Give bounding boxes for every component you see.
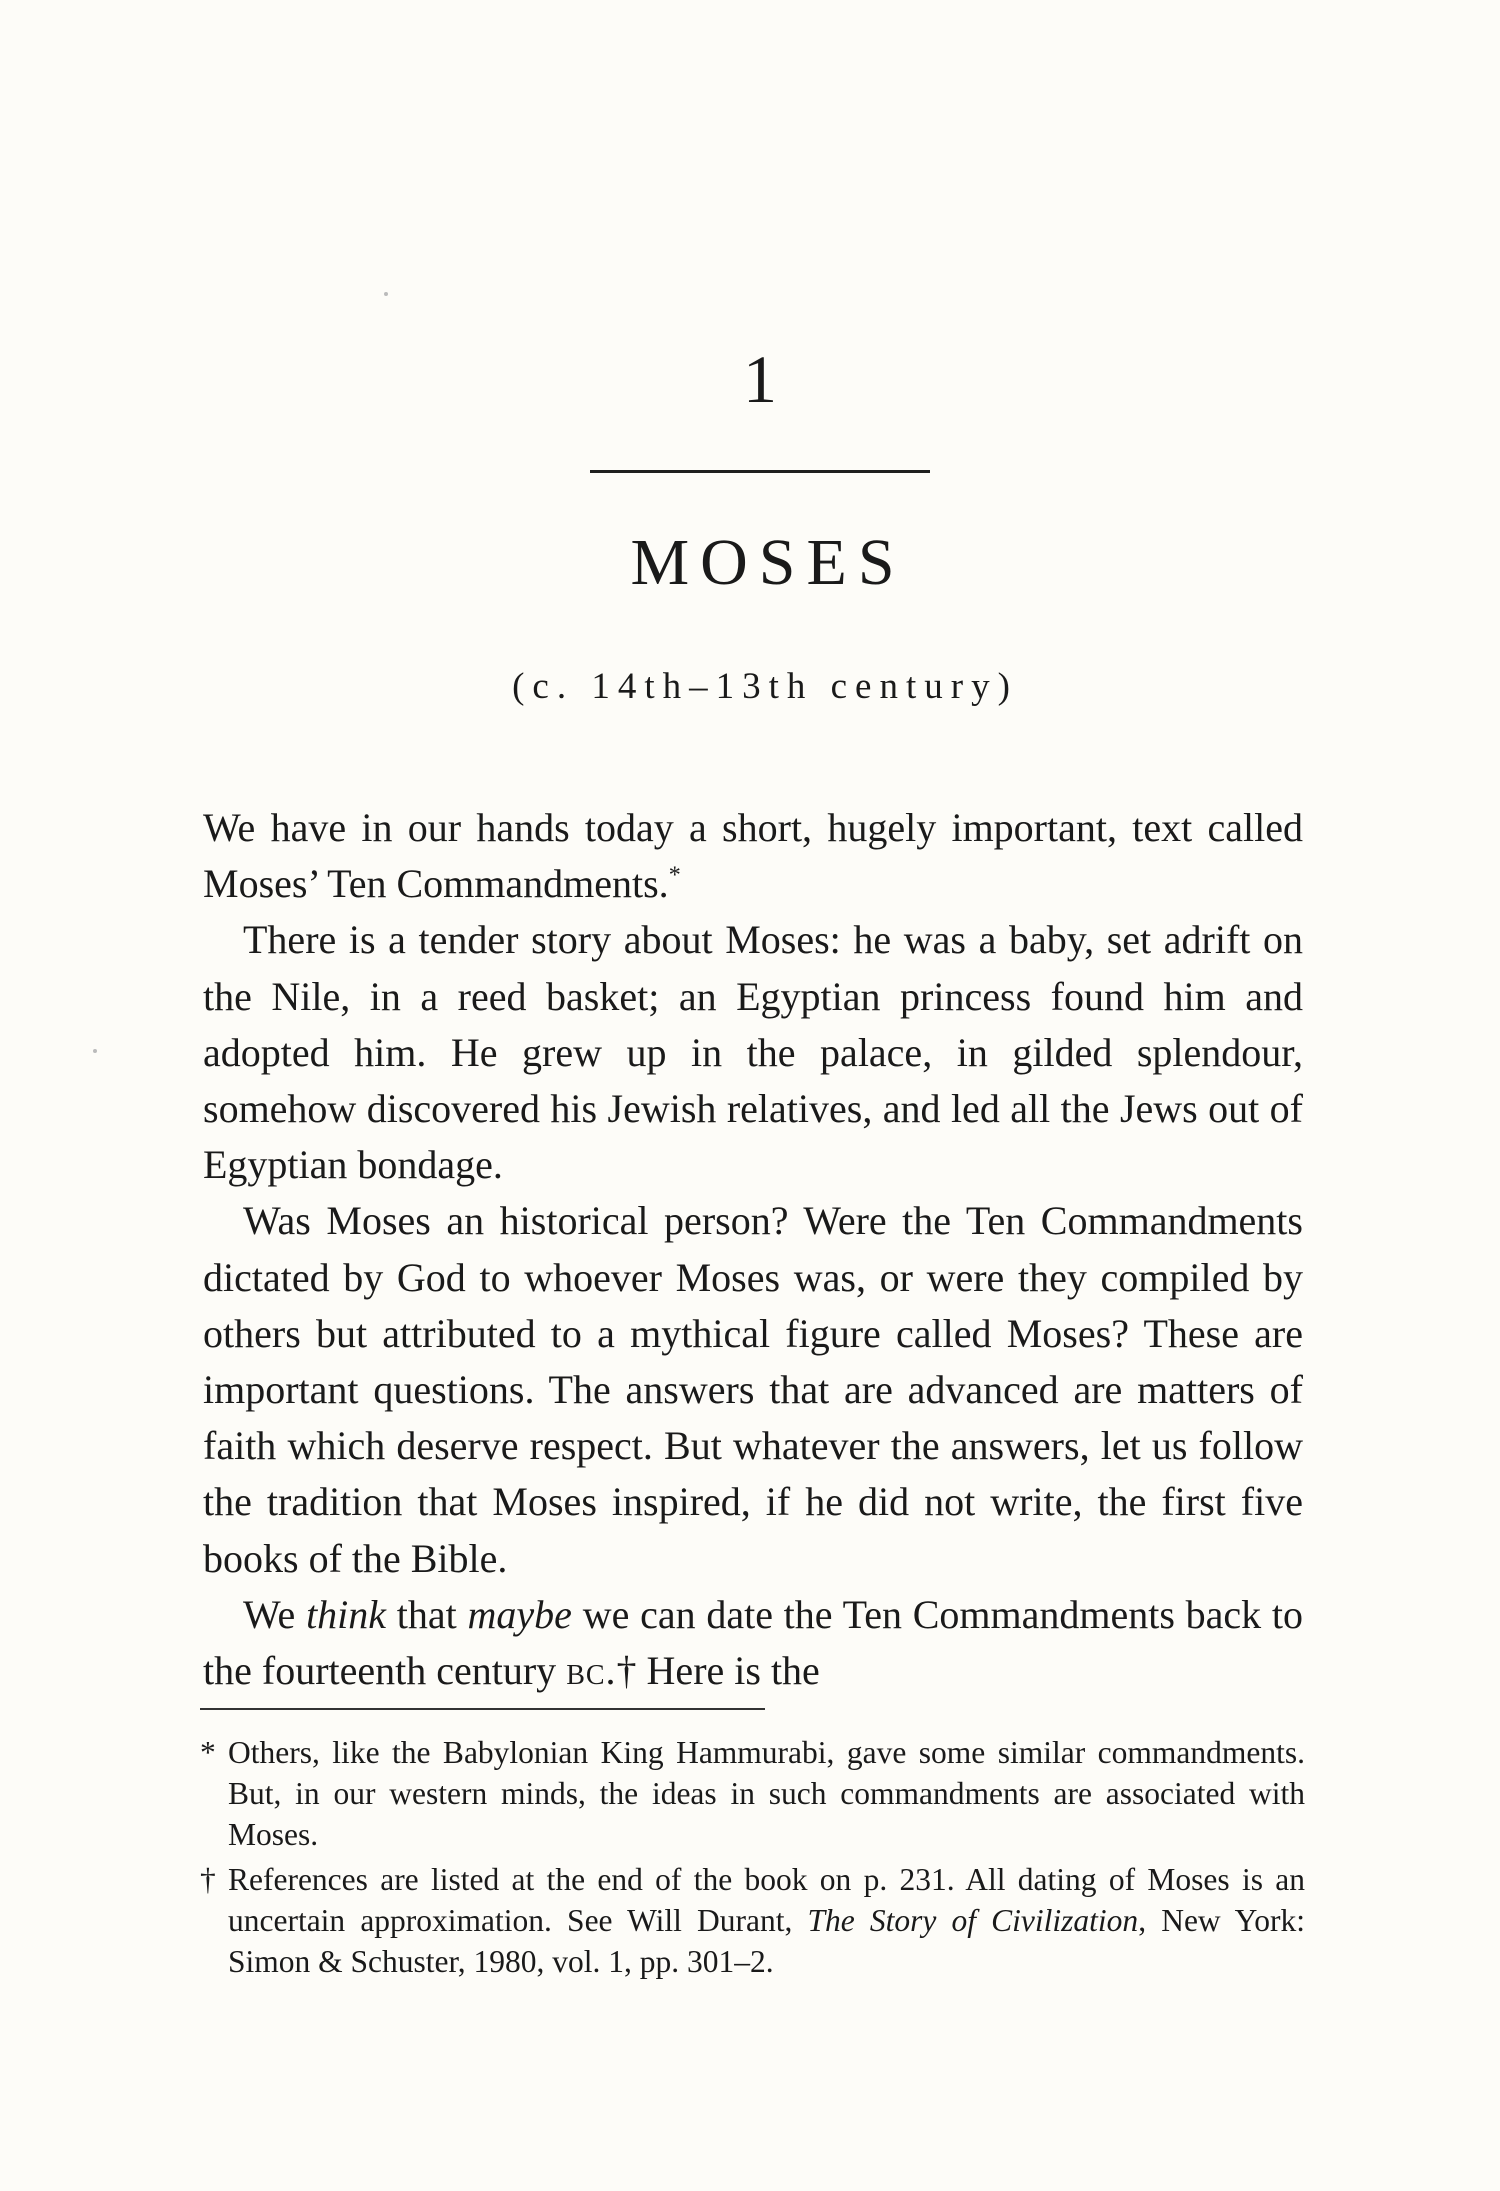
emphasis-maybe: maybe — [467, 1591, 572, 1637]
paragraph-4-text-a: We — [243, 1591, 296, 1637]
footnote-ref-asterisk[interactable]: * — [668, 862, 681, 889]
paragraph-2: There is a tender story about Moses: he was a baby, set adrift on the Nile, in a reed basket; an Egyptian princess found him and adopted him. He grew up in the palace, in gilded splendour, somehow discovered his Jewish relatives, and led all the Jews out of Egyptian bondage. — [203, 917, 1303, 1188]
footnote-rule — [200, 1708, 765, 1710]
paragraph-1-text: We have in our hands today a short, hugely important, text called Moses’ Ten Commandments. — [203, 805, 1303, 907]
paragraph-3: Was Moses an historical person? Were the Ten Commandments dictated by God to whoever Moses was, or were they compiled by others but attributed to a mythical figure called Moses? These are important questions. The answers that are advanced are matters of faith which deserve respect. But whatever the answers, let us follow the tradition that Moses inspired, if he did not write, the first five books of the Bible. — [203, 1198, 1303, 1581]
emphasis-think: think — [306, 1591, 387, 1637]
footnote-2 — [200, 1859, 1305, 1982]
chapter-number: 1 — [743, 341, 777, 417]
chapter-title: MOSES — [630, 526, 906, 599]
footnote-2-text-a: References are listed at the end of the book on p. 231. All dating of Moses is an uncertain approximation. See Will Durant, — [228, 1862, 1305, 1938]
paragraph-4 — [203, 1587, 1303, 1699]
era-bc: bc. — [566, 1648, 617, 1694]
book-title: The Story of Civilization — [807, 1903, 1139, 1938]
paragraph-1 — [203, 800, 1303, 912]
body-text — [203, 800, 1303, 1699]
footnote-1-mark: * — [200, 1735, 216, 1770]
paragraph-4-text-d: Here is the — [646, 1648, 820, 1694]
page-speck — [93, 1049, 97, 1053]
paragraph-4-text-c: we can date the Ten Commandments back to the fourteenth century — [203, 1591, 1304, 1694]
paragraph-4-text-b: that — [396, 1591, 457, 1637]
footnote-2-mark: † — [200, 1862, 216, 1897]
chapter-subtitle: (c. 14th–13th century) — [512, 666, 1018, 707]
title-rule — [590, 470, 930, 473]
footnote-2-text-b: , New York: Simon & Schuster, 1980, vol. 1, pp. 301–2. — [228, 1903, 1305, 1979]
footnote-1 — [200, 1732, 1305, 1855]
footnote-ref-dagger[interactable]: † — [616, 1648, 637, 1694]
footnote-1-text: Others, like the Babylonian King Hammurabi, gave some similar commandments. But, in our western minds, the ideas in such commandments are associated with Moses. — [228, 1735, 1305, 1852]
page-speck — [384, 292, 388, 296]
footnotes — [200, 1732, 1305, 1986]
